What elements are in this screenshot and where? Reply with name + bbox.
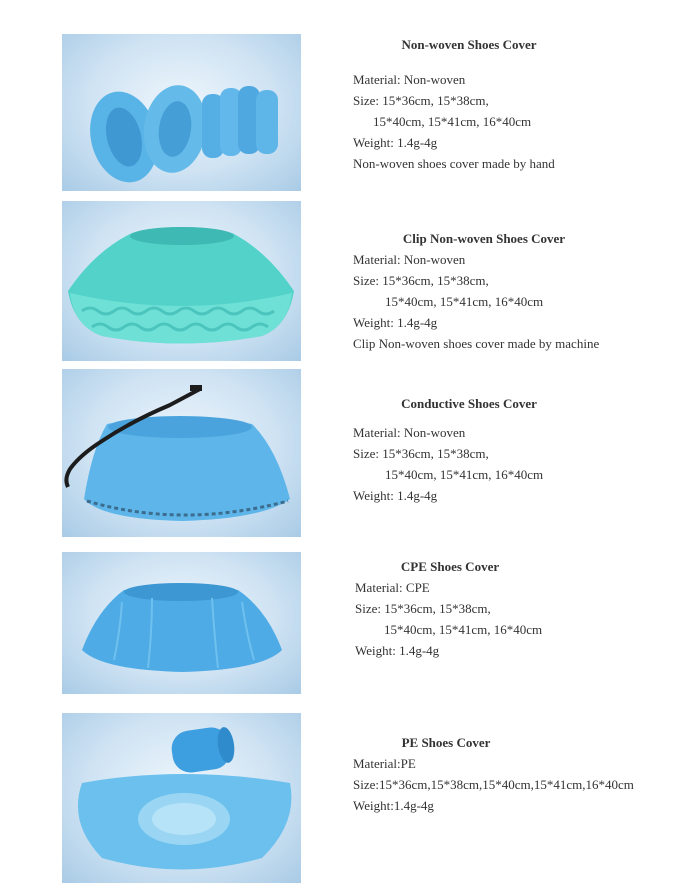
product-size-line2: 15*40cm, 15*41cm, 16*40cm [385,294,544,309]
product-material: Material: Non-woven [353,72,466,87]
product-note: Clip Non-woven shoes cover made by machine [353,336,600,351]
blue-nonwoven-shoe-covers-icon [62,34,301,191]
product-note: Non-woven shoes cover made by hand [353,156,555,171]
conductive-shoe-cover-with-strap-icon [62,369,301,537]
conductive-shoes-cover-info [353,393,653,506]
cpe-plastic-shoe-cover-icon [62,552,301,694]
product-size-line2: 15*40cm, 15*41cm, 16*40cm [373,114,532,129]
clip-non-woven-shoes-cover-info [353,228,663,354]
conductive-shoes-cover-photo [62,369,301,537]
product-size-line1: Size: 15*36cm, 15*38cm, [353,273,489,288]
product-title: CPE Shoes Cover [400,559,500,574]
non-woven-shoes-cover-info [353,34,653,174]
product-size-line1: Size: 15*36cm, 15*38cm, [355,601,491,616]
product-weight: Weight: 1.4g-4g [353,488,438,503]
product-material: Material: Non-woven [353,252,466,267]
green-anti-slip-shoe-cover-icon [62,201,301,361]
product-size-line1: Size: 15*36cm, 15*38cm, [353,446,489,461]
product-material: Material:PE [353,756,416,771]
product-weight: Weight:1.4g-4g [353,798,434,813]
product-title: PE Shoes Cover [401,735,491,750]
product-weight: Weight: 1.4g-4g [355,643,440,658]
product-size-line1: Size: 15*36cm, 15*38cm, [353,93,489,108]
product-title: Clip Non-woven Shoes Cover [402,231,566,246]
product-weight: Weight: 1.4g-4g [353,315,438,330]
pe-shoes-cover-info [353,732,673,816]
product-size-line1: Size:15*36cm,15*38cm,15*40cm,15*41cm,16*40cm [353,777,634,792]
product-material: Material: CPE [355,580,430,595]
cpe-shoes-cover-info [355,556,655,661]
product-material: Material: Non-woven [353,425,466,440]
pe-shoes-cover-photo [62,713,301,883]
pe-shoe-cover-with-roll-icon [62,713,301,883]
product-weight: Weight: 1.4g-4g [353,135,438,150]
cpe-shoes-cover-photo [62,552,301,694]
product-size-line2: 15*40cm, 15*41cm, 16*40cm [384,622,543,637]
non-woven-shoes-cover-photo [62,34,301,191]
product-size-line2: 15*40cm, 15*41cm, 16*40cm [385,467,544,482]
product-title: Conductive Shoes Cover [401,396,537,411]
product-title: Non-woven Shoes Cover [401,37,537,52]
clip-non-woven-shoes-cover-photo [62,201,301,361]
